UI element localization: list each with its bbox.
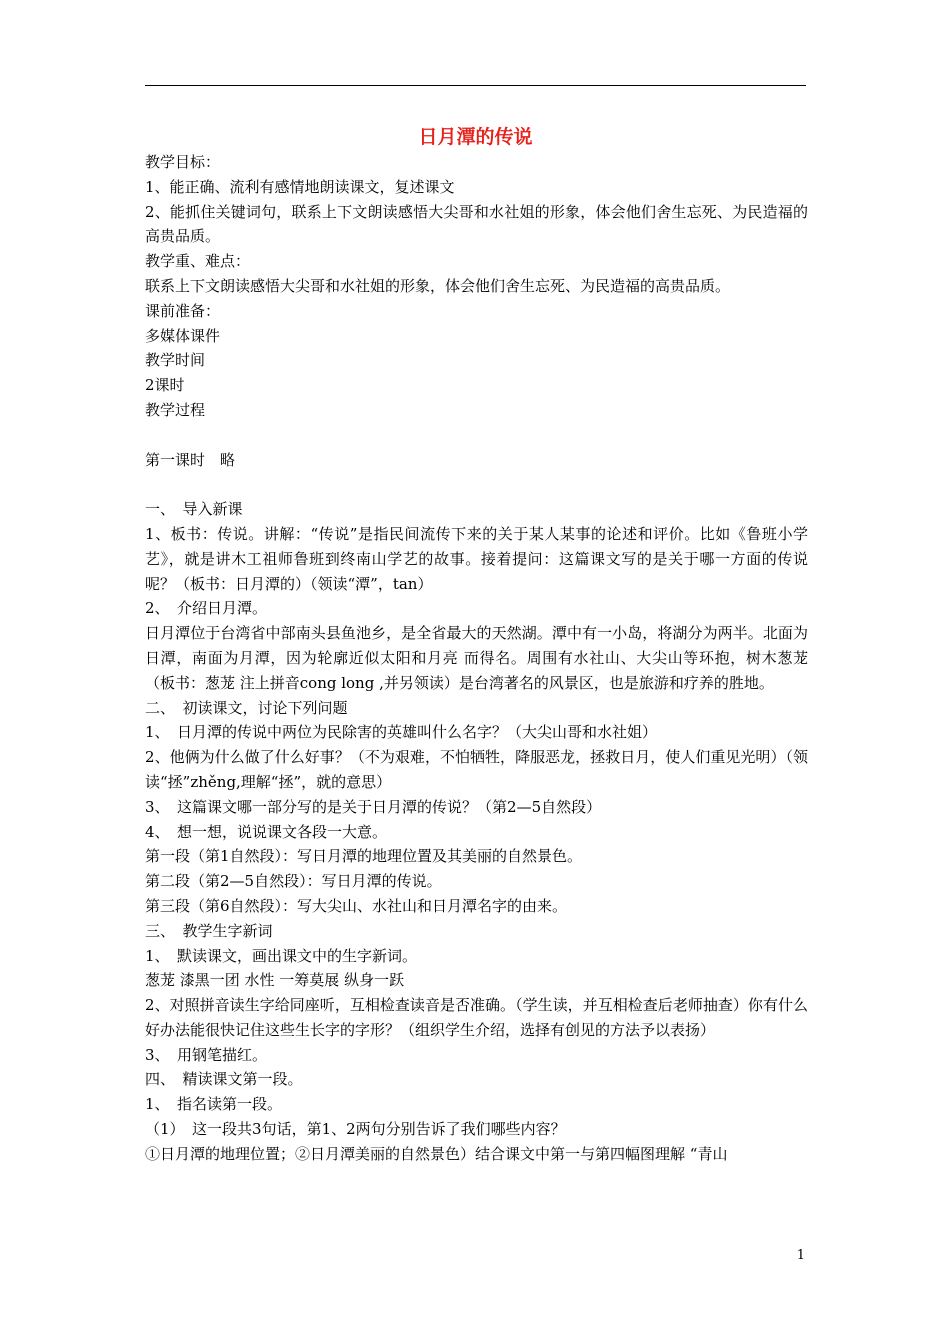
paragraph: 2、对照拼音读生字给同座听，互相检查读音是否准确。（学生读，并互相检查后老师抽查）你有什么好办法能很快记住这些生长字的字形？（组织学生介绍，选择有创见的方法予以表扬） [145,996,808,1039]
paragraph: 联系上下文朗读感悟大尖哥和水社姐的形象，体会他们舍生忘死、为民造福的高贵品质。 [145,276,731,295]
paragraph: （1） 这一段共3句话，第1、2两句分别告诉了我们哪些内容？ [145,1120,566,1139]
blank-line [145,423,808,448]
document-body [145,150,808,1167]
section-heading: 一、 导入新课 [145,500,243,519]
document-title: 日月潭的传说 [418,126,533,148]
header-rule [145,85,806,86]
paragraph: ①日月潭的地理位置；②日月潭美丽的自然景色）结合课文中第一与第四幅图理解 “青山 [145,1144,728,1163]
section-heading: 二、 初读课文，讨论下列问题 [145,698,348,717]
paragraph: 教学重、难点： [145,252,251,271]
paragraph: 1、 默读课文，画出课文中的生字新词。 [145,946,418,965]
section-heading: 三、 教学生字新词 [145,921,273,940]
paragraph: 第一段（第1自然段）：写日月潭的地理位置及其美丽的自然景色。 [145,847,583,866]
paragraph: 课前准备： [145,301,221,320]
blank-line [145,472,808,497]
paragraph: 葱茏 漆黑一团 水性 一筹莫展 纵身一跃 [145,971,405,990]
paragraph: 教学时间 [145,351,206,370]
paragraph: 3、 这篇课文哪一部分写的是关于日月潭的传说？（第2—5自然段） [145,797,602,816]
paragraph: 多媒体课件 [145,326,221,345]
paragraph: 1、板书：传说。讲解：“传说”是指民间流传下来的关于某人某事的论述和评价。比如《鲁班小学艺》，就是讲木工祖师鲁班到终南山学艺的故事。接着提问：这篇课文写的是关于哪一方面的传说呢？（板书：日月潭的）（领读“潭”，tan） [145,524,808,593]
paragraph: 1、能正确、流利有感情地朗读课文，复述课文 [145,177,455,196]
paragraph: 4、 想一想，说说课文各段一大意。 [145,822,388,841]
paragraph: 1、 指名读第一段。 [145,1095,283,1114]
paragraph: 1、 日月潭的传说中两位为民除害的英雄叫什么名字？（大尖山哥和水社姐） [145,723,658,742]
paragraph: 第一课时 略 [145,450,236,469]
section-heading: 四、 精读课文第一段。 [145,1070,303,1089]
page-number: 1 [796,1248,805,1263]
paragraph: 教学目标： [145,153,221,171]
paragraph: 第二段（第2—5自然段）：写日月潭的传说。 [145,872,442,891]
paragraph: 教学过程 [145,400,206,419]
paragraph: 3、 用钢笔描红。 [145,1045,268,1064]
paragraph: 2、 介绍日月潭。 [145,599,268,618]
paragraph: 日月潭位于台湾省中部南头县鱼池乡，是全省最大的天然湖。潭中有一小岛，将湖分为两半。北面为日潭，南面为月潭，因为轮廓近似太阳和月亮 而得名。周围有水社山、大尖山等环抱，树木葱茏（板书：葱茏 注上拼音cong long ,并另领读）是台湾著名的风景区，也是旅游和疗养的胜地。 [145,624,808,692]
paragraph: 第三段（第6自然段）：写大尖山、水社山和日月潭名字的由来。 [145,896,568,915]
paragraph: 2课时 [145,376,185,395]
paragraph: 2、能抓住关键词句，联系上下文朗读感悟大尖哥和水社姐的形象，体会他们舍生忘死、为民造福的高贵品质。 [145,202,808,246]
paragraph: 2、他俩为什么做了什么好事？（不为艰难，不怕牺牲，降服恶龙，拯救日月，使人们重见光明）（领读“拯”zhěng,理解“拯”，就的意思） [145,748,808,791]
